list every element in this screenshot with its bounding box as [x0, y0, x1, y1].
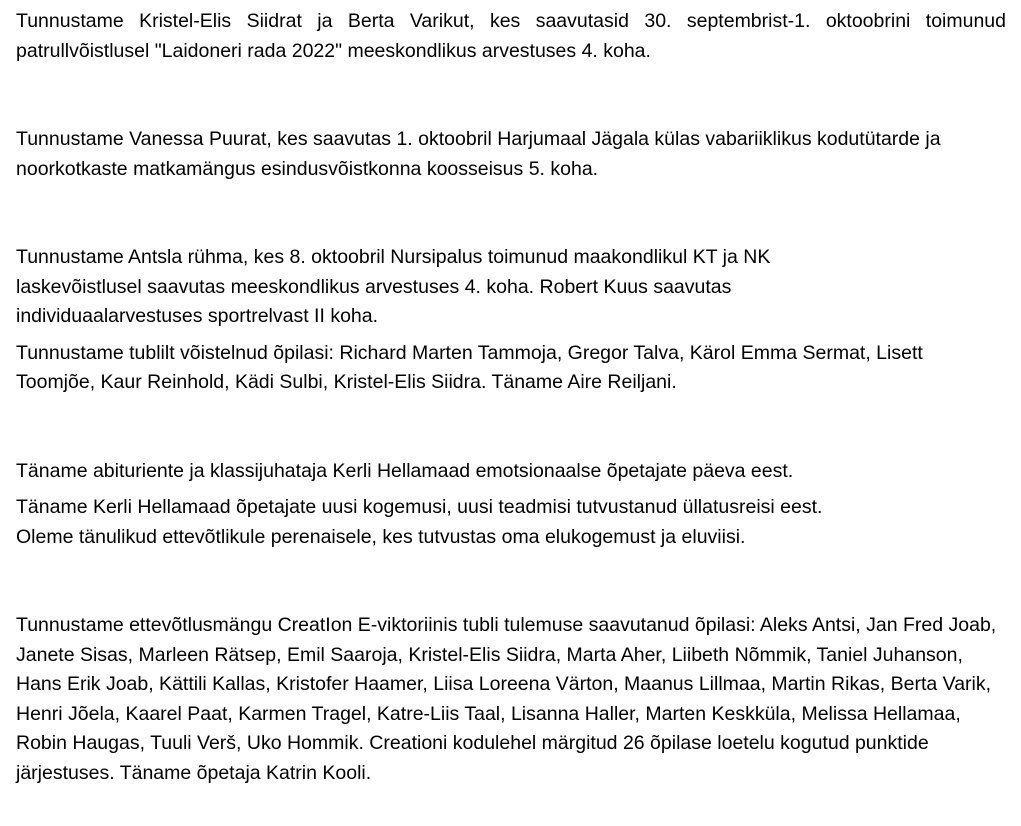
paragraph-line: individuaalarvestuses sportrelvast II koha.	[16, 305, 379, 327]
document-body	[16, 7, 1006, 788]
paragraph-line: Täname Kerli Hellamaad õpetajate uusi kogemusi, uusi teadmisi tutvustanud üllatusreisi eest.	[16, 496, 823, 518]
paragraph-teachers-day: Täname abituriente ja klassijuhataja Kerli Hellamaad emotsionaalse õpetajate päeva eest.	[16, 459, 794, 482]
paragraph-hiking-game: Tunnustame Vanessa Puurat, kes saavutas 1. oktoobril Harjumaal Jägala külas vabariiklikus kodutütarde ja noorkotkaste matkamängus esindusvõistkonna koosseisus 5. koha.	[16, 128, 941, 180]
paragraph-line: laskevõistlusel saavutas meeskondlikus arvestuses 4. koha. Robert Kuus saavutas	[16, 275, 732, 298]
paragraph-patrol-competition: Tunnustame Kristel-Elis Siidrat ja Berta Varikut, kes saavutasid 30. septembrist-1. oktoobrini toimunud patrullvõistlusel "Laidoneri rada 2022" meeskondlikus arvestuses 4. koha.	[16, 10, 1006, 62]
paragraph-surprise-trip	[16, 493, 1006, 552]
paragraph-line: Tunnustame Antsla rühma, kes 8. oktoobril Nursipalus toimunud maakondlikul KT ja NK	[16, 246, 771, 268]
paragraph-creation-quiz: Tunnustame ettevõtlusmängu CreatIon E-viktoriinis tubli tulemuse saavutanud õpilasi: Aleks Antsi, Jan Fred Joab, Janete Sisas, Marleen Rätsep, Emil Saaroja, Kristel-Elis Siidra, Marta Aher, Liibeth Nõmmik, Taniel Juhanson, Hans Erik Joab, Kättili Kallas, Kristofer Haamer, Liisa Loreena Värton, Maanus Lillmaa, Martin Rikas, Berta Varik, Henri Jõela, Kaarel Paat, Karmen Tragel, Katre-Liis Taal, Lisanna Haller, Marten Keskküla, Melissa Hellamaa, Robin Haugas, Tuuli Verš, Uko Hommik. Creationi kodulehel märgitud 26 õpilase loetelu kogutud punktide järjestuses. Täname õpetaja Katrin Kooli.	[16, 614, 997, 784]
paragraph-competitors: Tunnustame tublilt võistelnud õpilasi: Richard Marten Tammoja, Gregor Talva, Kärol Emma Sermat, Lisett Toomjõe, Kaur Reinhold, Kädi Sulbi, Kristel-Elis Siidra. Täname Aire Reiljani.	[16, 341, 923, 393]
paragraph-line: Oleme tänulikud ettevõtlikule perenaisele, kes tutvustas oma elukogemust ja eluviisi.	[16, 525, 746, 548]
paragraph-shooting-competition	[16, 243, 1006, 332]
